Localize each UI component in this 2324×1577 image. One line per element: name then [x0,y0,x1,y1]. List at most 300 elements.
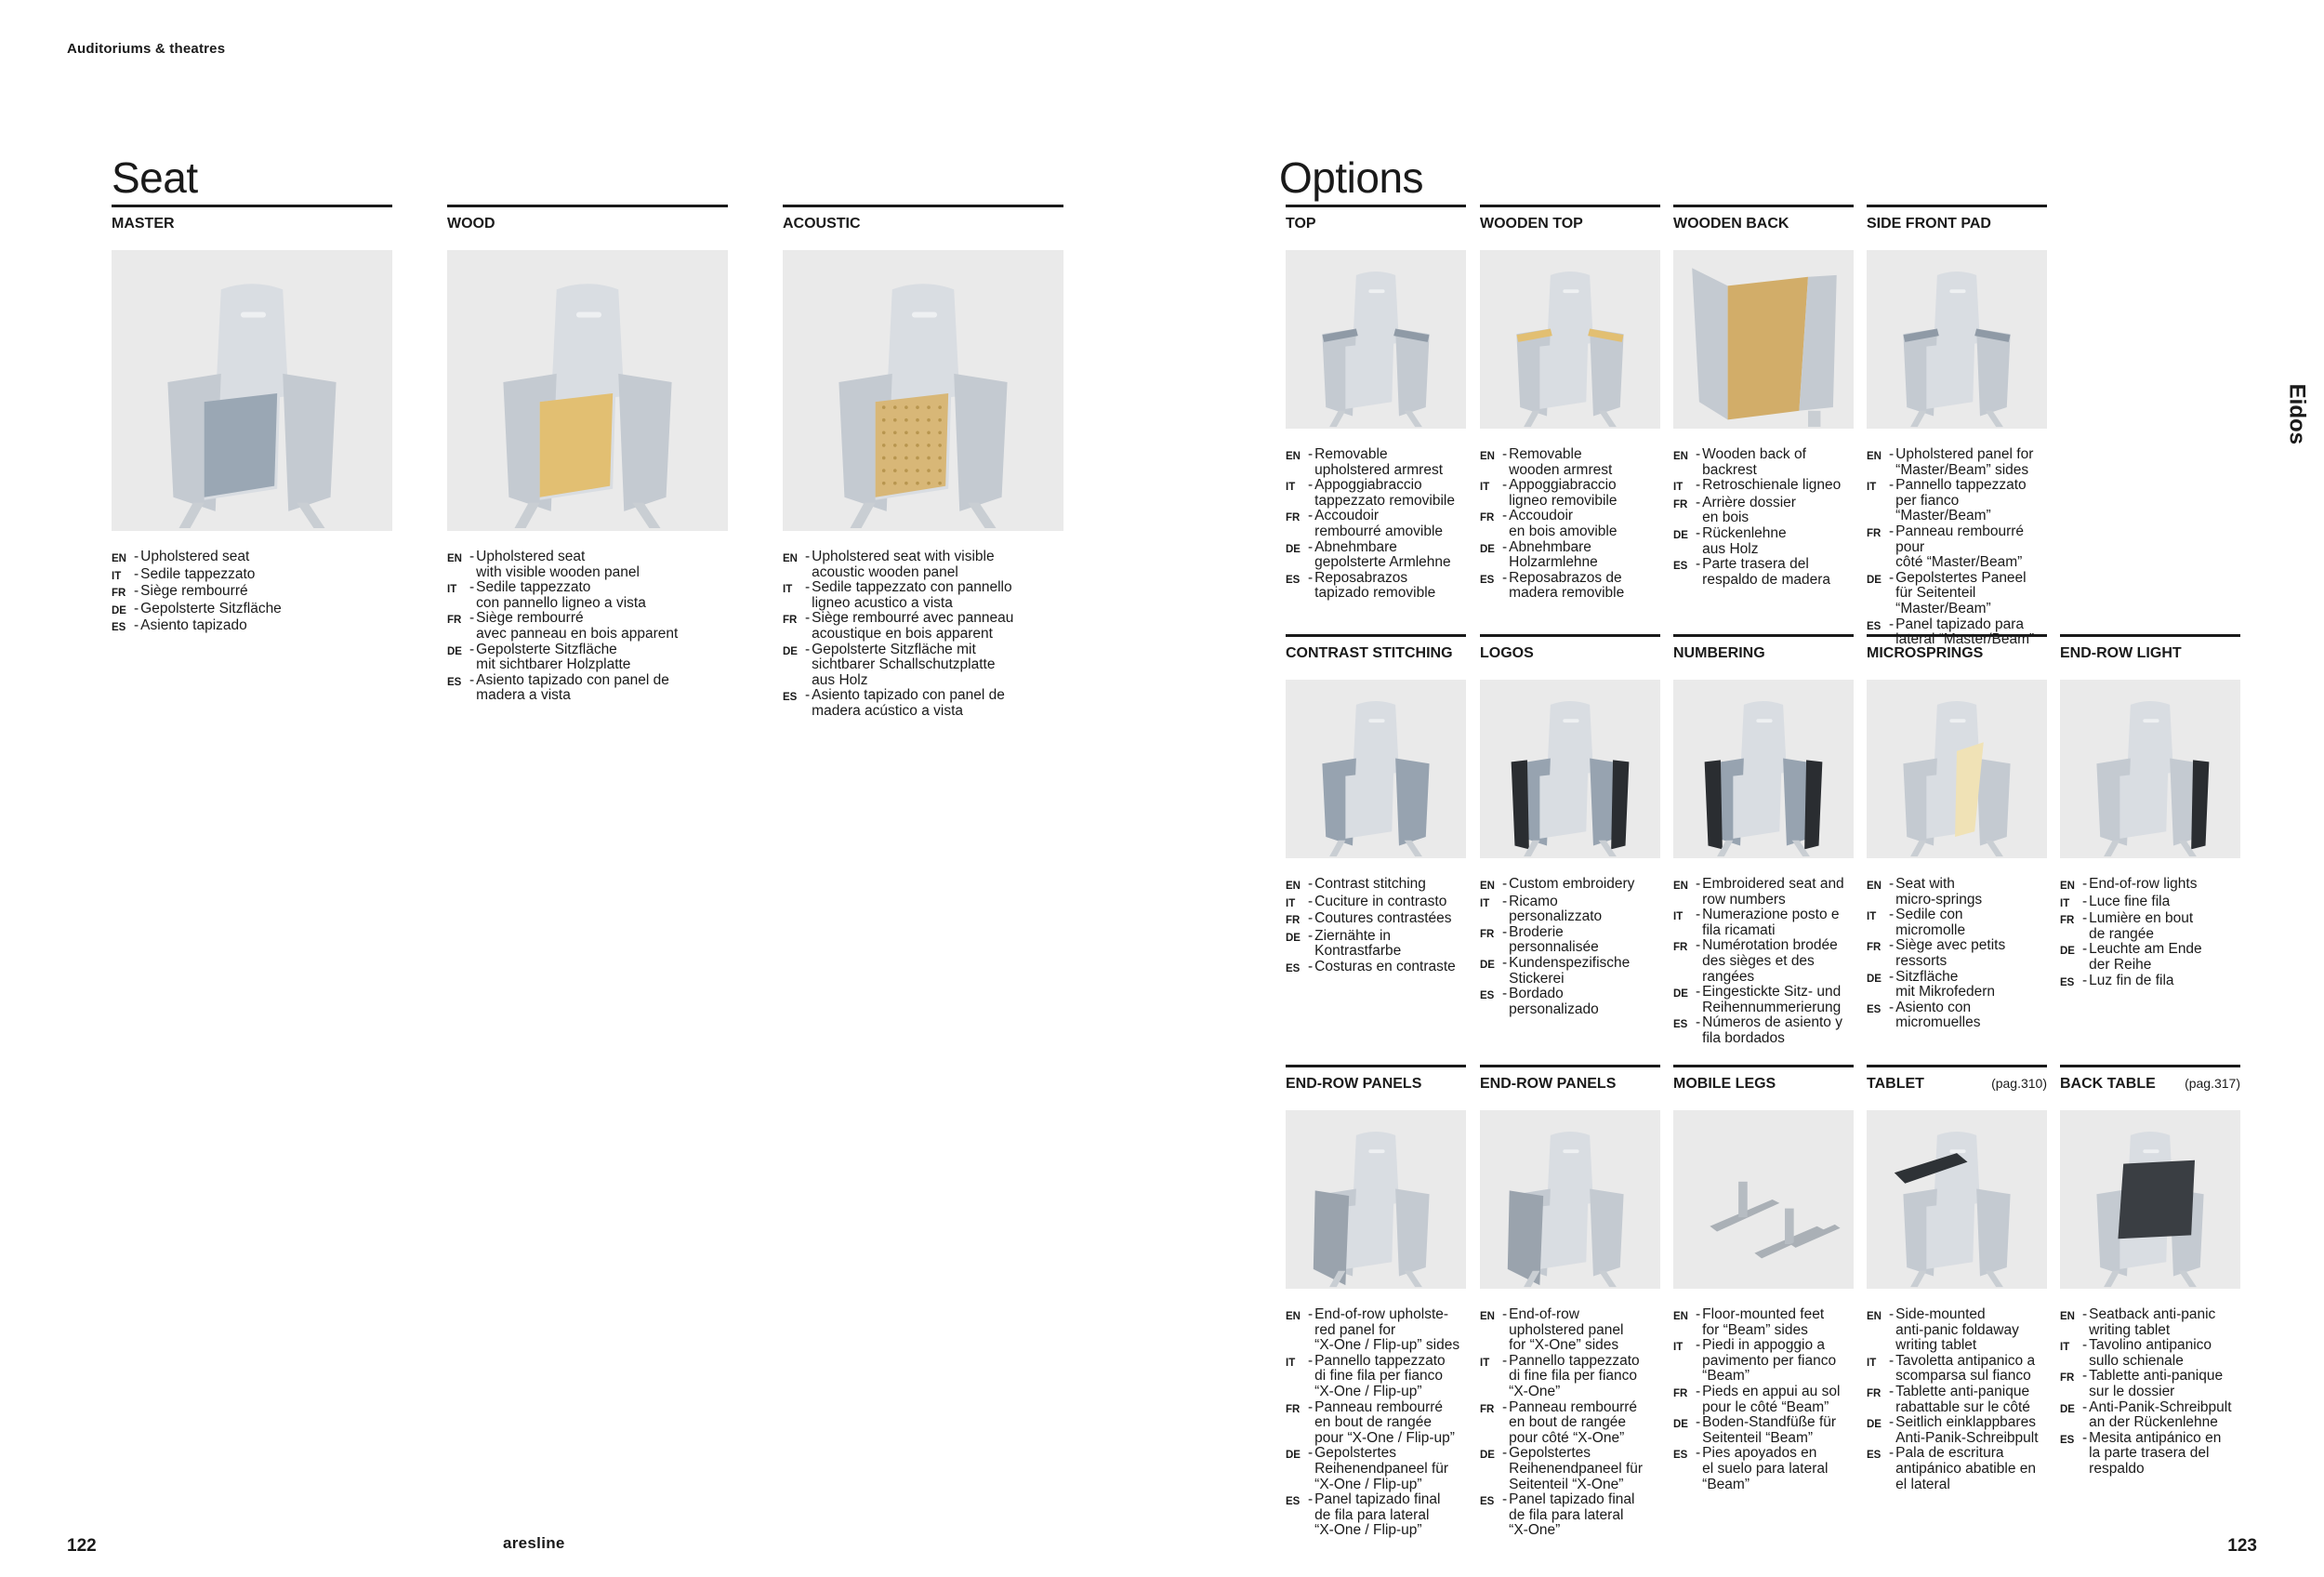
language-code: EN [1867,451,1882,462]
description-line [1480,895,1660,925]
separator-dash: - [1889,569,1895,586]
separator-dash: - [134,549,139,564]
description-text: Números de asiento y fila bordados [1702,1014,1842,1046]
language-code: IT [447,584,457,596]
description-text: Gepolstertes Reihenendpaneel für Seitenteil “X-One” [1509,1445,1644,1492]
multilingual-description [1286,877,1466,977]
separator-dash: - [1696,1306,1701,1322]
language-code: DE [1673,529,1688,541]
description-text: Gepolstertes Reihenendpaneel für “X-One / Flip-up” [1314,1445,1449,1492]
card-title: WOOD [447,216,495,232]
option-card-top [1286,205,1466,602]
description-text: End-of-row upholste- red panel for “X-One / Flip-up” sides [1314,1306,1460,1354]
language-code: FR [1673,942,1688,954]
language-code: FR [447,615,462,627]
description-text: Asiento tapizado con panel de madera acústico a vista [812,687,1005,719]
description-line [112,584,392,602]
separator-dash: - [1889,1383,1895,1399]
language-code: FR [1867,1387,1882,1399]
description-line [1480,1446,1660,1492]
separator-dash: - [134,617,139,634]
card-header [112,205,392,232]
multilingual-description [1480,877,1660,1017]
separator-dash: - [1889,1306,1895,1322]
separator-dash: - [1308,1352,1314,1369]
language-code: DE [1480,1450,1495,1462]
description-line [1480,1354,1660,1400]
description-line [2060,1400,2240,1431]
separator-dash: - [2082,1429,2088,1446]
language-code: EN [2060,881,2075,892]
chair-acoustic-panel-icon [783,250,1063,531]
separator-dash: - [1502,893,1508,909]
description-line [1480,447,1660,478]
card-title: MOBILE LEGS [1673,1076,1776,1092]
separator-dash: - [805,610,811,627]
chair-contrast-stitching-icon [1286,680,1466,858]
separator-dash: - [1696,937,1701,954]
language-code: IT [1480,1357,1490,1369]
language-code: FR [1673,498,1688,510]
brand-logo: aresline [503,1534,565,1552]
description-text: Parte trasera del respaldo de madera [1702,556,1831,588]
description-line [447,611,728,642]
language-code: FR [1480,512,1495,524]
card-header [1673,634,1854,662]
description-text: Pies apoyados en el suelo para lateral “Beam” [1702,1445,1829,1492]
description-line [447,550,728,580]
option-card-end-row-panels [1480,1065,1660,1539]
description-text: Tablette anti-panique sur le dossier [2089,1368,2224,1399]
description-line [1480,956,1660,987]
language-code: IT [1286,1357,1296,1369]
separator-dash: - [1308,1306,1314,1322]
separator-dash: - [1502,954,1508,971]
description-text: Removable upholstered armrest [1314,446,1444,478]
description-text: Panneau rembourré en bout de rangée pour “X-One / Flip-up” [1314,1398,1455,1446]
language-code: FR [1286,915,1301,927]
description-line [1286,571,1466,602]
description-line [1480,478,1660,509]
card-header [783,205,1063,232]
language-code: EN [1867,1311,1882,1322]
language-code: FR [1286,1403,1301,1415]
description-text: Boden-Standfüße für Seitenteil “Beam” [1702,1414,1837,1446]
description-text: Embroidered seat and row numbers [1702,876,1844,908]
description-line [1673,938,1854,985]
separator-dash: - [1889,477,1895,494]
description-text: Seitlich einklappbares Anti-Panik-Schreibpult [1895,1414,2039,1446]
separator-dash: - [1696,477,1701,494]
language-code: EN [1286,451,1301,462]
description-text: Sedile tappezzato con pannello ligneo acustico a vista [812,579,1012,611]
description-text: Accoudoir en bois amovible [1509,508,1618,539]
description-text: Reposabrazos tapizado removible [1314,569,1436,602]
separator-dash: - [1696,494,1701,510]
language-code: ES [1286,1496,1301,1508]
multilingual-description [1867,1307,2047,1492]
multilingual-description [1673,1307,1854,1492]
separator-dash: - [134,600,139,616]
language-code: ES [1673,1450,1688,1462]
description-line [1673,985,1854,1015]
description-text: Sedile con micromolle [1895,907,1966,938]
separator-dash: - [1502,986,1508,1002]
description-text: Lumière en bout de rangée [2089,910,2194,942]
option-card-tablet [1867,1065,2047,1492]
separator-dash: - [1696,984,1701,1001]
description-text: Pannello tappezzato per fianco “Master/Beam” [1895,477,2027,524]
description-text: Reposabrazos de madera removible [1509,569,1625,602]
separator-dash: - [1889,876,1895,892]
card-header [2060,634,2240,662]
language-code: DE [1867,1419,1882,1431]
language-code: ES [1480,990,1495,1002]
options-section-title: Options [1279,153,1424,202]
seat-card-wood [447,205,728,704]
description-text: Custom embroidery [1509,876,1635,892]
card-header [1286,1065,1466,1093]
separator-dash: - [1502,1445,1508,1462]
separator-dash: - [1696,1414,1701,1431]
language-code: FR [1867,942,1882,954]
option-card-wooden-back [1673,205,1854,588]
separator-dash: - [1308,538,1314,555]
separator-dash: - [805,579,811,596]
card-title: END-ROW PANELS [1480,1076,1617,1092]
language-code: EN [447,553,462,564]
separator-dash: - [1308,893,1314,909]
card-title: TABLET [1867,1076,1924,1092]
description-line [1867,1385,2047,1415]
description-text: Broderie personnalisée [1509,923,1599,956]
option-card-logos [1480,634,1660,1017]
description-text: Upholstered seat with visible acoustic wooden panel [812,549,995,580]
description-line [1480,1400,1660,1447]
description-line [1286,1307,1466,1354]
language-code: DE [2060,946,2075,958]
description-text: Side-mounted anti-panic foldaway writing tablet [1895,1306,2019,1354]
card-header [447,205,728,232]
card-header [1867,634,2047,662]
language-code: ES [1867,620,1882,632]
card-title: CONTRAST STITCHING [1286,645,1453,661]
chair-wooden-panel-icon [447,250,728,531]
description-line [1286,895,1466,912]
description-line [2060,974,2240,991]
description-line [1480,1307,1660,1354]
language-code: IT [1867,482,1877,494]
separator-dash: - [1502,1352,1508,1369]
language-code: EN [1673,881,1688,892]
description-text: Cuciture in contrasto [1314,893,1447,909]
language-code: IT [2060,897,2070,909]
description-text: Asiento tapizado con panel de madera a vista [476,671,669,704]
language-code: FR [1480,928,1495,940]
multilingual-description [783,550,1063,720]
separator-dash: - [805,549,811,564]
description-text: Luz fin de fila [2089,972,2174,988]
language-code: DE [1673,988,1688,1001]
description-line [1480,1492,1660,1539]
description-line [1286,509,1466,539]
description-line [1867,571,2047,617]
page-reference[interactable]: (pag.317) [2185,1076,2240,1091]
language-code: DE [1480,959,1495,971]
description-line [2060,942,2240,973]
card-title: MASTER [112,216,175,232]
card-header [2060,1065,2240,1093]
language-code: ES [2060,1434,2075,1446]
description-text: Retroschienale ligneo [1702,477,1842,494]
description-text: Eingestickte Sitz- und Reihennummerierung [1702,984,1842,1015]
description-text: End-of-row upholstered panel for “X-One” sides [1509,1306,1624,1354]
multilingual-description [2060,877,2240,990]
description-text: Luce fine fila [2089,893,2171,909]
separator-dash: - [1889,446,1895,462]
description-line [2060,911,2240,942]
description-line [1673,1415,1854,1446]
multilingual-description [1286,447,1466,602]
separator-dash: - [1889,1414,1895,1431]
separator-dash: - [1308,927,1314,944]
separator-dash: - [1696,1014,1701,1031]
separator-dash: - [1308,508,1314,524]
language-code: IT [1286,482,1296,494]
language-code: DE [2060,1403,2075,1415]
separator-dash: - [1502,923,1508,940]
description-line [783,611,1063,642]
language-code: IT [1673,911,1684,923]
description-line [112,567,392,585]
language-code: EN [1480,1311,1495,1322]
description-text: Ricamo personalizzato [1509,893,1603,925]
description-text: End-of-row lights [2089,876,2198,892]
language-code: IT [1480,897,1490,909]
description-text: Costuras en contraste [1314,958,1456,974]
description-line [1867,1001,2047,1031]
description-line [1673,908,1854,938]
description-line [1286,929,1466,960]
language-code: FR [1286,512,1301,524]
separator-dash: - [1889,523,1895,539]
language-code: IT [1480,482,1490,494]
description-text: Pala de escritura antipánico abatible en el lateral [1895,1445,2036,1492]
language-code: EN [1867,881,1882,892]
chair-numbering-icon [1673,680,1854,858]
card-title: END-ROW LIGHT [2060,645,2182,661]
separator-dash: - [1889,1352,1895,1369]
seat-card-master [112,205,392,636]
chair-logo-embroidery-icon [1480,680,1660,858]
description-line [2060,1369,2240,1399]
description-text: Rückenlehne aus Holz [1702,524,1787,557]
card-title: MICROSPRINGS [1867,645,1984,661]
separator-dash: - [1889,907,1895,923]
description-text: Panneau rembourré en bout de rangée pour côté “X-One” [1509,1398,1638,1446]
separator-dash: - [1502,876,1508,892]
description-text: Upholstered seat with visible wooden panel [476,549,640,580]
language-code: FR [2060,915,2075,927]
language-code: ES [1480,1496,1495,1508]
language-code: DE [783,645,798,657]
description-text: Accoudoir rembourré amovible [1314,508,1444,539]
description-line [447,673,728,704]
description-text: Leuchte am Ende der Reihe [2089,941,2202,973]
description-line [1673,1307,1854,1338]
chair-end-row-panel-xone-icon [1480,1110,1660,1289]
multilingual-description [1286,1307,1466,1539]
language-code: EN [2060,1311,2075,1322]
description-text: Arrière dossier en bois [1702,494,1796,526]
description-text: Gepolstertes Paneel für Seitenteil “Master/Beam” [1895,569,2027,616]
language-code: FR [1673,1387,1688,1399]
option-card-end-row-panels [1286,1065,1466,1539]
card-title: WOODEN TOP [1480,216,1583,232]
language-code: FR [1480,1403,1495,1415]
description-line [1673,526,1854,557]
description-text: Kundenspezifische Stickerei [1509,954,1631,987]
description-line [112,602,392,619]
description-line [1867,447,2047,478]
description-text: Panel tapizado para lateral “Master/Beam” [1895,616,2035,648]
seat-card-acoustic [783,205,1063,720]
description-line [1867,524,2047,571]
description-text: Numerazione posto e fila ricamati [1702,907,1840,938]
language-code: ES [112,622,126,634]
description-text: Coutures contrastées [1314,910,1452,927]
description-line [1867,1415,2047,1446]
language-code: FR [112,588,126,600]
language-code: IT [1286,897,1296,909]
description-line [1480,571,1660,602]
separator-dash: - [1889,1445,1895,1462]
card-header [1286,634,1466,662]
card-title: TOP [1286,216,1316,232]
page-reference[interactable]: (pag.310) [1991,1076,2047,1091]
separator-dash: - [1308,910,1314,927]
card-title: LOGOS [1480,645,1534,661]
description-line [1286,478,1466,509]
description-line [447,643,728,673]
description-line [1286,1492,1466,1539]
multilingual-description [112,550,392,636]
card-header [1673,205,1854,232]
option-card-wooden-top [1480,205,1660,602]
description-line [2060,895,2240,912]
separator-dash: - [1502,1398,1508,1415]
description-text: Sitzfläche mit Mikrofedern [1895,968,1995,1001]
language-code: DE [1673,1419,1688,1431]
multilingual-description [1867,447,2047,648]
separator-dash: - [1308,569,1314,586]
card-header [1480,1065,1660,1093]
language-code: DE [1867,973,1882,985]
option-card-side-front-pad [1867,205,2047,648]
separator-dash: - [2082,1337,2088,1354]
description-line [1673,557,1854,588]
separator-dash: - [1502,1306,1508,1322]
card-header [1867,1065,2047,1093]
description-text: Siège rembourré avec panneau en bois apparent [476,610,679,642]
description-line [1286,1400,1466,1447]
page-number-left: 122 [67,1536,97,1556]
separator-dash: - [469,579,475,596]
separator-dash: - [2082,1306,2088,1322]
separator-dash: - [1889,999,1895,1015]
separator-dash: - [2082,910,2088,927]
separator-dash: - [134,583,139,600]
separator-dash: - [1308,1445,1314,1462]
option-card-end-row-light [2060,634,2240,990]
description-text: Appoggiabraccio tappezzato removibile [1314,477,1455,509]
mobile-legs-feet-icon [1673,1110,1854,1289]
section-label: Auditoriums & theatres [67,41,226,57]
language-code: IT [1673,1342,1684,1354]
card-title: NUMBERING [1673,645,1765,661]
separator-dash: - [1696,446,1701,462]
description-line [1286,447,1466,478]
description-text: Abnehmbare gepolsterte Armlehne [1314,538,1451,571]
language-code: ES [1867,1003,1882,1015]
description-line [1673,496,1854,526]
separator-dash: - [1889,616,1895,632]
description-line [1480,925,1660,956]
separator-dash: - [1308,1491,1314,1508]
card-title: END-ROW PANELS [1286,1076,1422,1092]
description-line [2060,1307,2240,1338]
multilingual-description [1673,447,1854,588]
language-code: ES [783,692,798,704]
description-text: Sedile tappezzato [140,565,256,582]
description-line [1673,1015,1854,1046]
description-line [783,643,1063,689]
language-code: IT [2060,1342,2070,1354]
language-code: EN [1480,451,1495,462]
description-line [1673,877,1854,908]
description-line [1673,1385,1854,1415]
description-text: Appoggiabraccio ligneo removibile [1509,477,1618,509]
language-code: ES [1673,561,1688,573]
description-text: Abnehmbare Holzarmlehne [1509,538,1598,571]
language-code: DE [1286,932,1301,944]
card-header [1480,205,1660,232]
description-line [1286,911,1466,929]
description-line [1673,447,1854,478]
description-text: Panel tapizado final de fila para lateral “X-One / Flip-up” [1314,1491,1441,1539]
separator-dash: - [1308,477,1314,494]
card-title: SIDE FRONT PAD [1867,216,1991,232]
separator-dash: - [805,687,811,704]
description-text: Panneau rembourré pour côté “Master/Beam” [1895,523,2025,571]
separator-dash: - [1696,1383,1701,1399]
language-code: DE [112,604,126,616]
description-line [2060,1338,2240,1369]
language-code: EN [783,553,798,564]
separator-dash: - [1696,1445,1701,1462]
language-code: FR [783,615,798,627]
card-header [1286,205,1466,232]
description-text: Anti-Panik-Schreibpult an der Rückenlehne [2089,1398,2232,1431]
description-line [1673,478,1854,496]
separator-dash: - [2082,941,2088,958]
description-text: Upholstered seat [140,549,250,564]
separator-dash: - [469,671,475,688]
description-text: Removable wooden armrest [1509,446,1613,478]
language-code: FR [1867,527,1882,539]
separator-dash: - [1696,1337,1701,1354]
description-text: Pannello tappezzato di fine fila per fianco “X-One” [1509,1352,1640,1399]
